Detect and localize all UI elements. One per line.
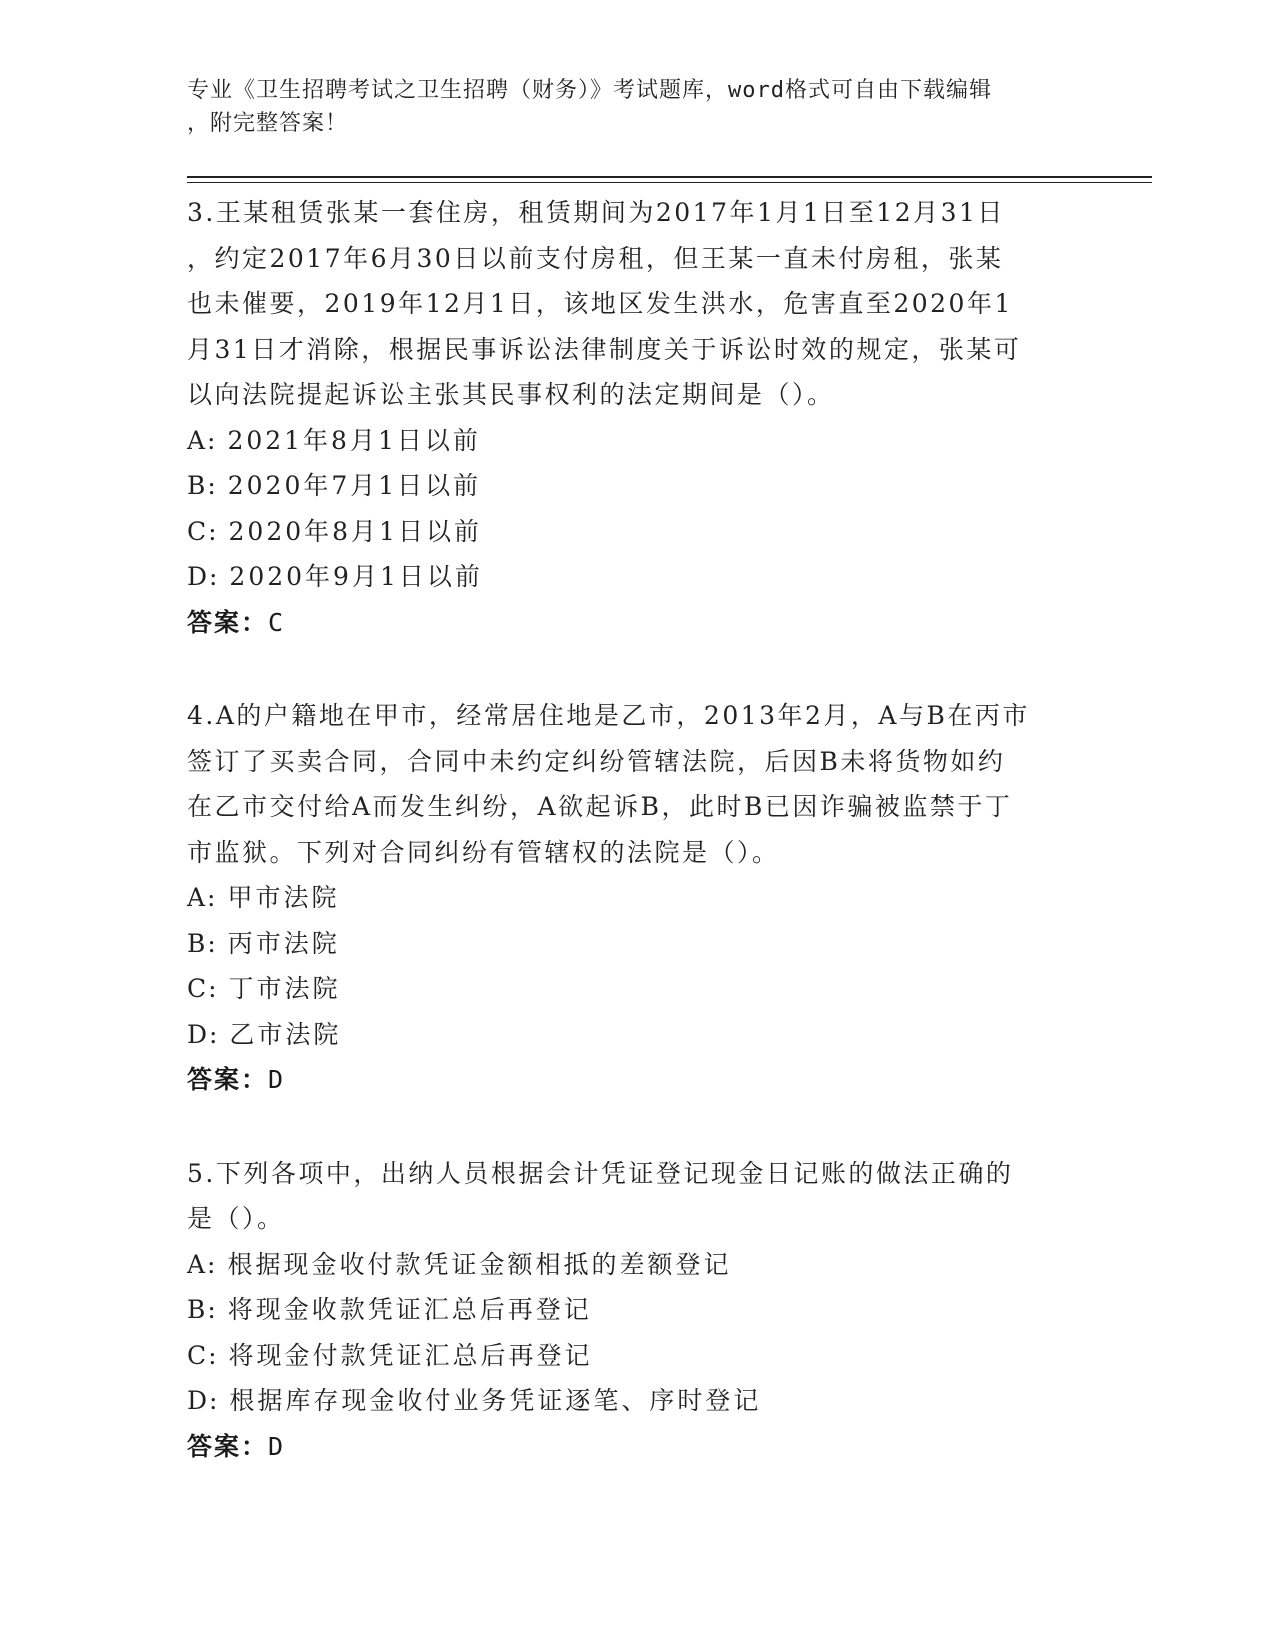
stem-line: 签订了买卖合同，合同中未约定纠纷管辖法院，后因B未将货物如约 — [187, 746, 1006, 776]
answer-value: C — [268, 607, 286, 637]
answer-line — [187, 600, 1087, 646]
option-letter: A: — [187, 425, 218, 455]
stem-line: 月31日才消除，根据民事诉讼法律制度关于诉讼时效的规定，张某可 — [187, 334, 1022, 364]
option-letter: C: — [187, 1340, 219, 1370]
option-c — [187, 509, 1087, 555]
header-line-1: 专业《卫生招聘考试之卫生招聘（财务）》考试题库，word格式可自由下载编辑 — [187, 78, 992, 103]
option-letter: A: — [187, 1249, 218, 1279]
stem-line: 3.王某租赁张某一套住房，租赁期间为2017年1月1日至12月31日 — [187, 198, 1005, 227]
option-text: 将现金收款凭证汇总后再登记 — [227, 1295, 592, 1324]
option-b — [187, 1287, 1087, 1333]
stem-line: 市监狱。下列对合同纠纷有管辖权的法院是（）。 — [187, 837, 780, 867]
question-item — [187, 693, 1087, 1103]
option-text: 乙市法院 — [229, 1019, 342, 1049]
question-stem — [187, 1151, 1087, 1242]
option-c — [187, 966, 1087, 1012]
option-c — [187, 1333, 1087, 1379]
header-rule-thick — [187, 176, 1152, 178]
question-item — [187, 190, 1087, 645]
option-letter: D: — [187, 1019, 220, 1049]
option-text: 2020年9月1日以前 — [229, 562, 483, 591]
option-letter: B: — [187, 1295, 218, 1324]
option-text: 丙市法院 — [227, 928, 340, 958]
option-text: 根据现金收付款凭证金额相抵的差额登记 — [227, 1249, 732, 1279]
answer-label: 答案： — [187, 1431, 269, 1461]
question-item — [187, 1151, 1087, 1470]
option-text: 2020年7月1日以前 — [227, 471, 482, 500]
answer-value: D — [268, 1431, 286, 1461]
option-d — [187, 1378, 1087, 1424]
stem-line: 在乙市交付给A而发生纠纷，A欲起诉B，此时B已因诈骗被监禁于丁 — [187, 792, 1013, 821]
option-text: 甲市法院 — [227, 883, 340, 912]
option-text: 根据库存现金收付业务凭证逐笔、序时登记 — [229, 1386, 762, 1415]
option-text: 2021年8月1日以前 — [227, 425, 481, 455]
header-line-2: ，附完整答案！ — [187, 111, 349, 136]
option-text: 丁市法院 — [228, 974, 341, 1003]
stem-line: 5.下列各项中，出纳人员根据会计凭证登记现金日记账的做法正确的 — [187, 1158, 1014, 1188]
stem-line: 是（）。 — [187, 1204, 285, 1233]
option-letter: C: — [187, 516, 219, 546]
answer-line — [187, 1424, 1087, 1470]
option-b — [187, 463, 1087, 509]
answer-value: D — [268, 1065, 286, 1094]
option-letter: C: — [187, 974, 219, 1003]
option-letter: A: — [187, 883, 218, 912]
question-list — [187, 190, 1087, 1517]
option-text: 将现金付款凭证汇总后再登记 — [228, 1340, 593, 1370]
header-rule-thin — [187, 182, 1152, 183]
option-d — [187, 1012, 1087, 1058]
answer-label: 答案： — [187, 1065, 269, 1094]
option-a — [187, 875, 1087, 921]
answer-line — [187, 1057, 1087, 1103]
option-d — [187, 554, 1087, 600]
question-stem — [187, 190, 1087, 418]
option-letter: D: — [187, 1386, 220, 1415]
option-b — [187, 921, 1087, 967]
option-a — [187, 418, 1087, 464]
stem-line: ，约定2017年6月30日以前支付房租，但王某一直未付房租，张某 — [187, 243, 1004, 273]
option-text: 2020年8月1日以前 — [228, 516, 482, 546]
question-stem — [187, 693, 1087, 875]
option-letter: D: — [187, 562, 220, 591]
option-letter: B: — [187, 471, 218, 500]
stem-line: 4.A的户籍地在甲市，经常居住地是乙市，2013年2月，A与B在丙市 — [187, 701, 1030, 730]
option-letter: B: — [187, 928, 218, 958]
stem-line: 以向法院提起诉讼主张其民事权利的法定期间是（）。 — [187, 380, 835, 409]
document-header — [187, 74, 1067, 140]
stem-line: 也未催要，2019年12月1日，该地区发生洪水，危害直至2020年1 — [187, 289, 1013, 318]
option-a — [187, 1242, 1087, 1288]
answer-label: 答案： — [187, 607, 269, 637]
